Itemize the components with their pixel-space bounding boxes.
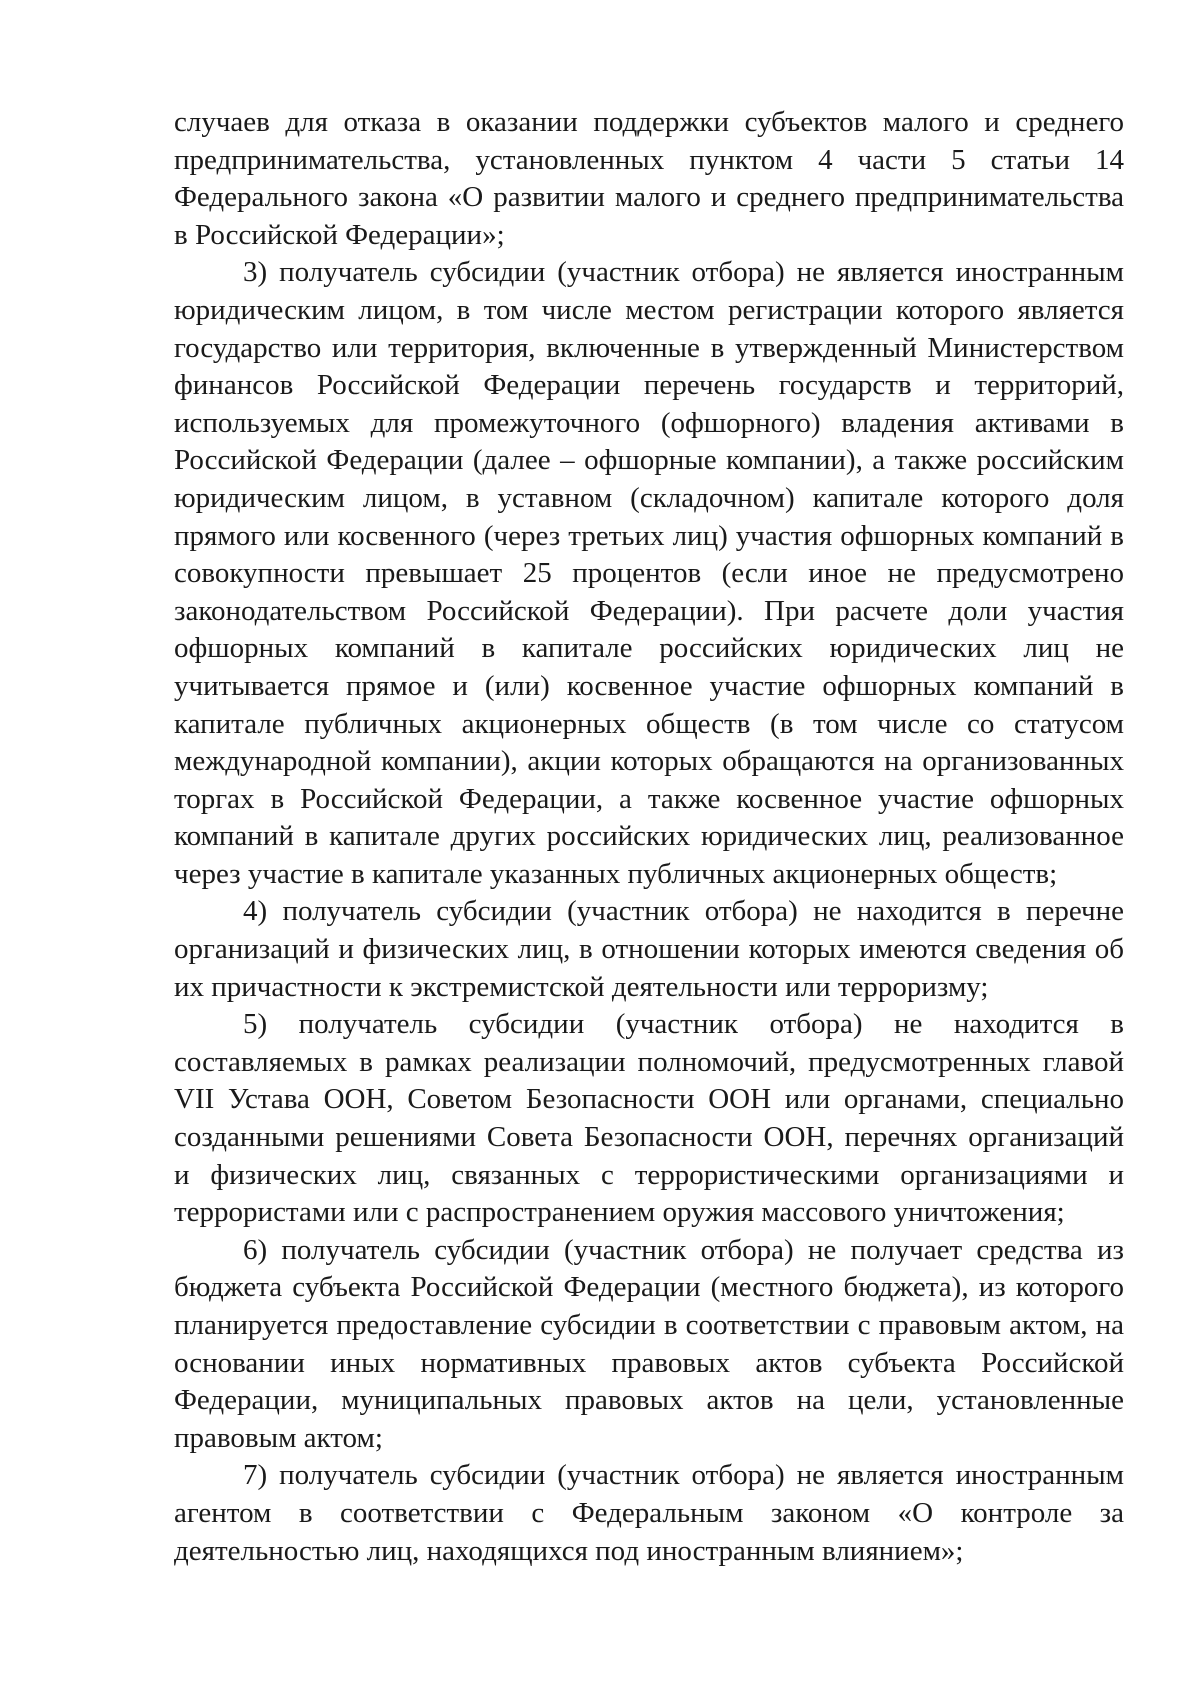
paragraph-item-7: 7) получатель субсидии (участник отбора) не является иностранным агентом в соответствии с Федеральным законом «О контроле за деятельностью лиц, находящихся под иностранным влиянием»; (174, 1459, 1124, 1567)
document-page (174, 104, 1124, 1570)
paragraph-item-3: 3) получатель субсидии (участник отбора) не является иностранным юридическим лицом, в том числе местом регистрации которого является государство или территория, включенные в утвержденный Министерством финансов Российской Федерации перечень государств и территорий, используемых для промежуточного (офшорного) владения активами в Российской Федерации (далее – офшорные компании), а также российским юридическим лицом, в уставном (складочном) капитале которого доля прямого или косвенного (через третьих лиц) участия офшорных компаний в совокупности превышает 25 процентов (если иное не предусмотрено законодательством Российской Федерации). При расчете доли участия офшорных компаний в капитале российских юридических лиц не учитывается прямое и (или) косвенное участие офшорных компаний в капитале публичных акционерных обществ (в том числе со статусом международной компании), акции которых обращаются на организованных торгах в Российской Федерации, а также косвенное участие офшорных компаний в капитале других российских юридических лиц, реализованное через участие в капитале указанных публичных акционерных обществ; (174, 256, 1124, 890)
paragraph-item-4: 4) получатель субсидии (участник отбора) не находится в перечне организаций и физических лиц, в отношении которых имеются сведения об их причастности к экстремистской деятельности или терроризму; (174, 895, 1124, 1003)
paragraph-item-6: 6) получатель субсидии (участник отбора) не получает средства из бюджета субъекта Российской Федерации (местного бюджета), из которого планируется предоставление субсидии в соответствии с правовым актом, на основании иных нормативных правовых актов субъекта Российской Федерации, муниципальных правовых актов на цели, установленные правовым актом; (174, 1233, 1124, 1454)
paragraph-item-5: 5) получатель субсидии (участник отбора) не находится в составляемых в рамках реализации полномочий, предусмотренных главой VII Устава ООН, Советом Безопасности ООН или органами, специально созданными решениями Совета Безопасности ООН, перечнях организаций и физических лиц, связанных с террористическими организациями и террористами или с распространением оружия массового уничтожения; (174, 1008, 1124, 1229)
paragraph-continuation: случаев для отказа в оказании поддержки субъектов малого и среднего предпринимательства, установленных пунктом 4 части 5 статьи 14 Федерального закона «О развитии малого и среднего предпринимательства в Российской Федерации»; (174, 106, 1124, 251)
